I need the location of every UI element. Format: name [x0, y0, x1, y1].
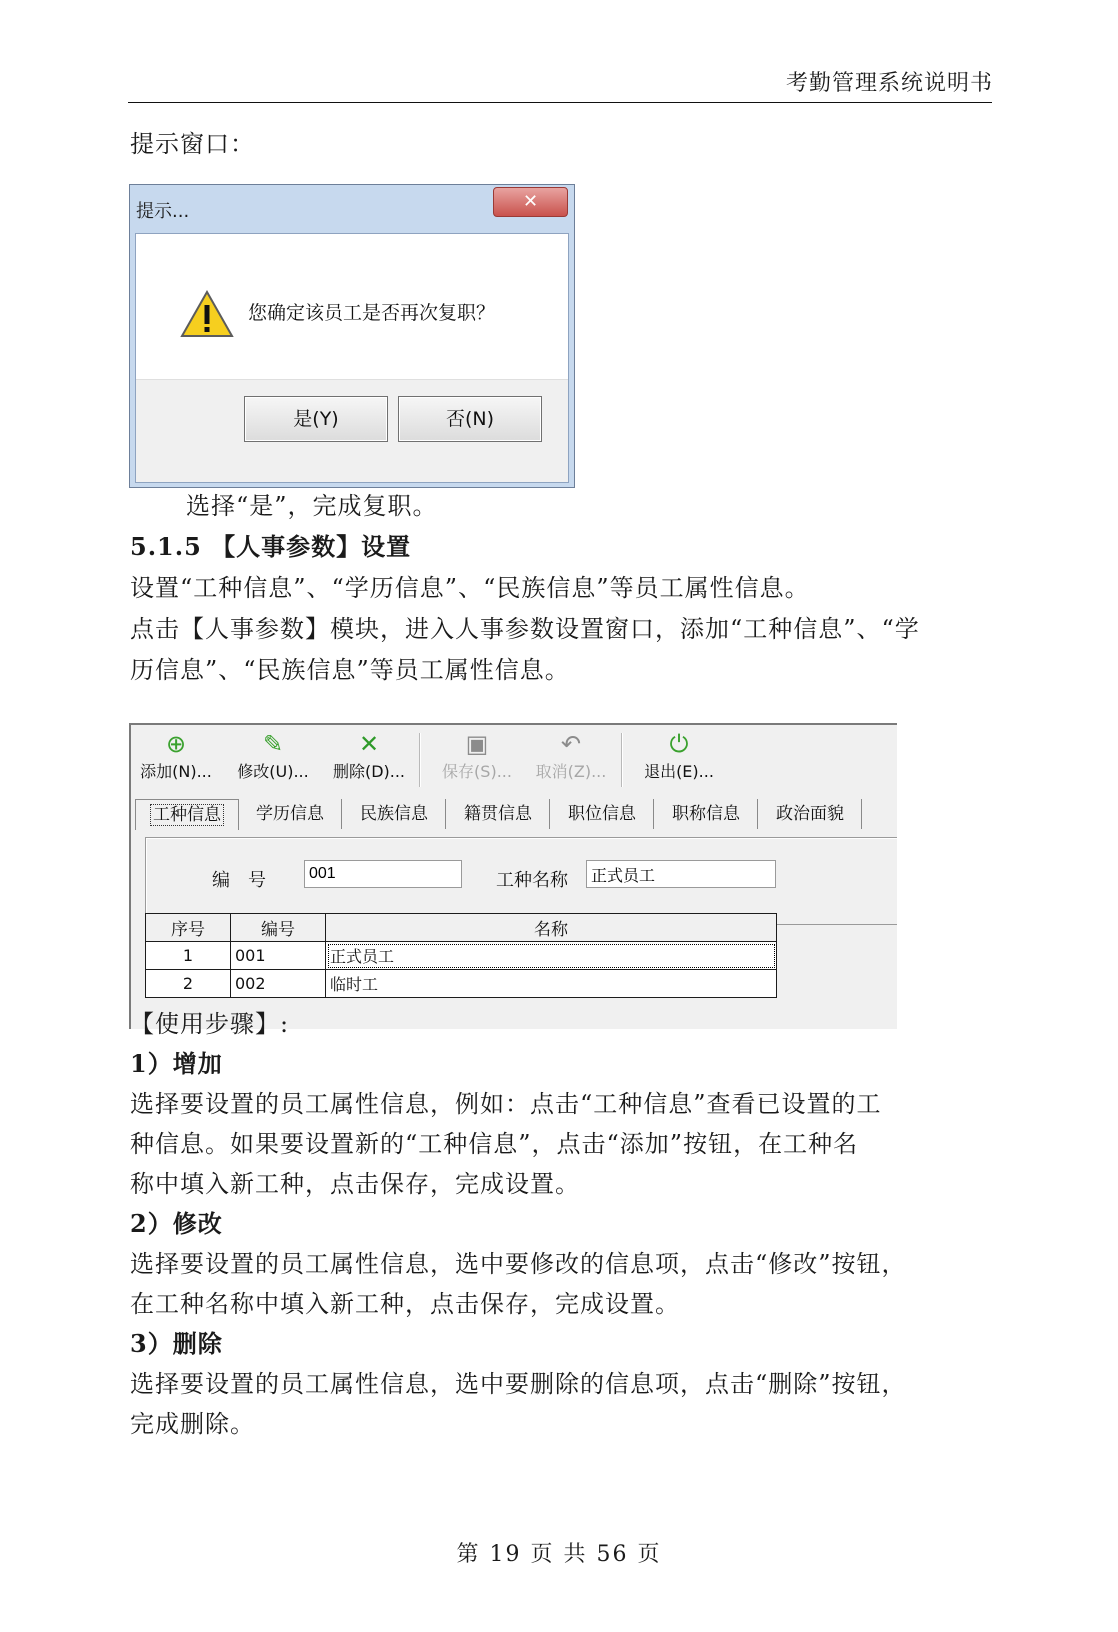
- tab-4[interactable]: [447, 799, 550, 829]
- undo-icon: ↶: [560, 730, 582, 758]
- edit-icon: ✎: [262, 730, 284, 758]
- cell-code: 002: [231, 970, 326, 998]
- section-paragraph-2-line-2: 历信息”、“民族信息”等员工属性信息。: [130, 656, 570, 684]
- type-name-field[interactable]: [586, 860, 776, 888]
- after-dialog-text: 选择“是”，完成复职。: [186, 492, 438, 520]
- table-row[interactable]: [146, 942, 777, 970]
- step-add-line-1: 选择要设置的员工属性信息，例如：点击“工种信息”查看已设置的工: [130, 1090, 882, 1118]
- confirm-dialog: [129, 184, 575, 488]
- dialog-title: 提示...: [136, 201, 190, 222]
- tab-7[interactable]: [759, 799, 862, 829]
- undo-button[interactable]: [531, 729, 611, 791]
- edit-button[interactable]: [231, 729, 315, 791]
- type-name-label: 工种名称: [496, 870, 568, 891]
- toolbar-button-label: 取消(Z)...: [535, 762, 607, 781]
- code-field[interactable]: [304, 860, 462, 888]
- cell-code: 001: [231, 942, 326, 970]
- step-delete-heading: 3）删除: [130, 1329, 223, 1358]
- save-icon: ▣: [465, 730, 489, 758]
- cell-index: 2: [146, 970, 231, 998]
- step-add-heading: 1）增加: [130, 1049, 223, 1078]
- tab-2[interactable]: [239, 799, 342, 829]
- edit-form: [145, 837, 897, 925]
- cell-index: 1: [146, 942, 231, 970]
- column-header-index[interactable]: 序号: [146, 914, 231, 942]
- toolbar-separator: [419, 733, 421, 787]
- save-button[interactable]: [437, 729, 517, 791]
- tab-label: 学历信息: [256, 804, 324, 824]
- tab-label: 籍贯信息: [464, 804, 532, 824]
- toolbar-button-label: 修改(U)...: [237, 762, 309, 781]
- delete-icon: ✕: [358, 730, 380, 758]
- column-header-code[interactable]: 编号: [231, 914, 326, 942]
- page-footer: 第 19 页 共 56 页: [456, 1542, 662, 1567]
- toolbar-button-label: 保存(S)...: [442, 762, 512, 781]
- tab-label: 工种信息: [150, 804, 224, 826]
- tab-label: 政治面貌: [776, 804, 844, 824]
- dialog-body: [135, 233, 569, 483]
- tab-label: 职位信息: [568, 804, 636, 824]
- dialog-message: 您确定该员工是否再次复职？: [248, 302, 496, 324]
- toolbar-button-label: 删除(D)...: [332, 762, 406, 781]
- warning-icon: [180, 290, 234, 338]
- add-button[interactable]: [137, 729, 215, 791]
- toolbar-separator: [621, 733, 623, 787]
- delete-button[interactable]: [327, 729, 411, 791]
- intro-text: 提示窗口：: [130, 130, 255, 158]
- tab-3[interactable]: [343, 799, 446, 829]
- step-edit-line-1: 选择要设置的员工属性信息，选中要修改的信息项，点击“修改”按钮，: [130, 1250, 907, 1278]
- tab-label: 职称信息: [672, 804, 740, 824]
- power-button[interactable]: [639, 729, 719, 791]
- steps-title: 【使用步骤】:: [130, 1010, 290, 1038]
- step-add-line-2: 种信息。如果要设置新的“工种信息”，点击“添加”按钮，在工种名: [130, 1130, 859, 1158]
- document-header-title: 考勤管理系统说明书: [785, 71, 993, 96]
- table-header-row: [146, 914, 777, 942]
- yes-button[interactable]: 是(Y): [244, 396, 388, 442]
- code-label: 编 号: [212, 870, 266, 891]
- tab-1[interactable]: [135, 799, 239, 830]
- no-button[interactable]: 否(N): [398, 396, 542, 442]
- dialog-button-bar: [136, 379, 568, 482]
- personnel-params-window: [129, 723, 897, 1029]
- column-header-name[interactable]: 名称: [326, 914, 777, 942]
- step-edit-line-2: 在工种名称中填入新工种，点击保存，完成设置。: [130, 1290, 680, 1318]
- step-add-line-3: 称中填入新工种，点击保存，完成设置。: [130, 1170, 580, 1198]
- add-icon: ⊕: [165, 730, 187, 758]
- step-delete-line-2: 完成删除。: [130, 1410, 255, 1438]
- toolbar-button-label: 退出(E)...: [644, 762, 714, 781]
- step-edit-heading: 2）修改: [130, 1209, 223, 1238]
- section-heading: 5.1.5 【人事参数】设置: [130, 532, 412, 561]
- header-rule: [128, 102, 992, 103]
- section-paragraph-2-line-1: 点击【人事参数】模块，进入人事参数设置窗口，添加“工种信息”、“学: [130, 615, 920, 643]
- close-icon[interactable]: ✕: [493, 187, 568, 217]
- toolbar-button-label: 添加(N)...: [140, 762, 212, 781]
- job-type-table: [145, 913, 777, 998]
- table-row[interactable]: [146, 970, 777, 998]
- cell-name: 临时工: [326, 970, 777, 998]
- step-delete-line-1: 选择要设置的员工属性信息，选中要删除的信息项，点击“删除”按钮，: [130, 1370, 907, 1398]
- tab-5[interactable]: [551, 799, 654, 829]
- power-icon: ⏻: [669, 730, 689, 758]
- tab-label: 民族信息: [360, 804, 428, 824]
- tab-6[interactable]: [655, 799, 758, 829]
- cell-name: 正式员工: [326, 942, 777, 970]
- section-paragraph-1: 设置“工种信息”、“学历信息”、“民族信息”等员工属性信息。: [130, 574, 810, 602]
